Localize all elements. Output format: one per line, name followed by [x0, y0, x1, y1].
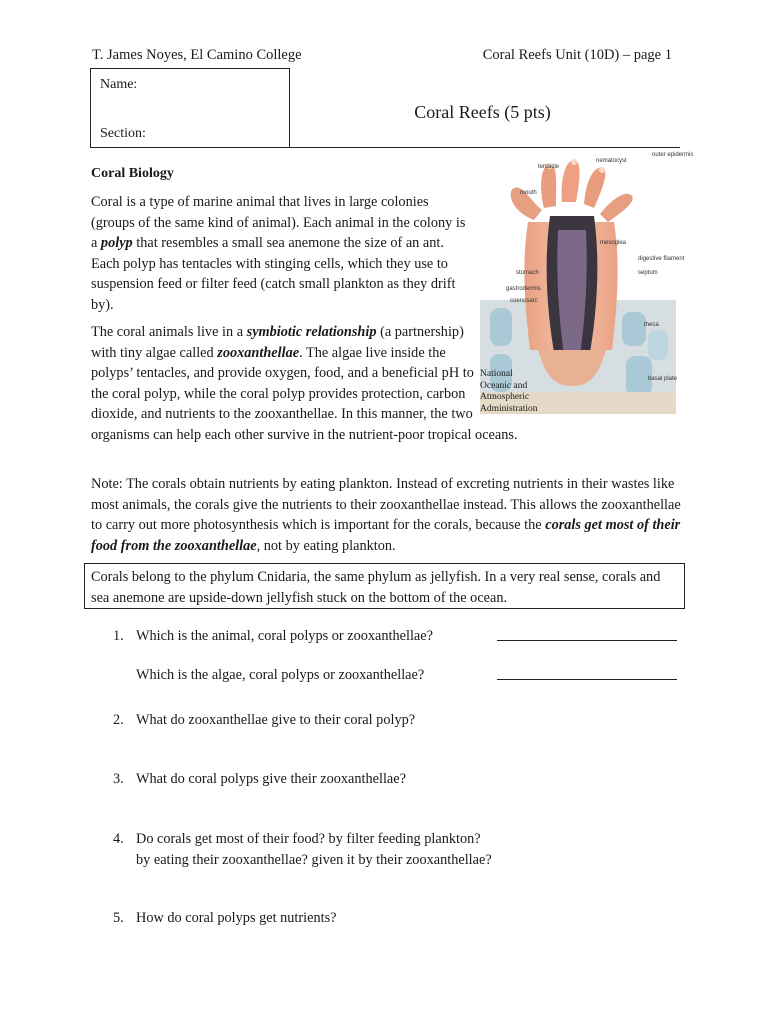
svg-text:digestive filament: digestive filament	[638, 256, 685, 262]
paragraph-coral-polyp: Coral is a type of marine animal that lives in large colonies (groups of the same kind of animal). Each animal in the colony is a polyp that resembles a small sea anemone the size of an ant. Each polyp has tentacles with stinging cells, which they use to suspension feed or filter feed (catch small plankton as they drift by).	[91, 194, 466, 313]
svg-text:mouth: mouth	[520, 190, 537, 196]
section-heading: Coral Biology	[91, 166, 174, 181]
question-4-number: 4.	[113, 831, 124, 847]
svg-text:tentacle: tentacle	[538, 164, 560, 170]
question-3-text: What do coral polyps give their zooxanthellae?	[136, 771, 406, 787]
name-label: Name:	[100, 77, 138, 92]
svg-text:mesoglea: mesoglea	[600, 240, 627, 246]
svg-text:stomach: stomach	[516, 270, 539, 276]
question-3-number: 3.	[113, 771, 124, 787]
question-1-number: 1.	[113, 628, 124, 644]
title-rule	[290, 147, 680, 148]
header-right: Coral Reefs Unit (10D) – page 1	[482, 47, 672, 63]
question-1-text: Which is the animal, coral polyps or zooxanthellae?	[136, 628, 433, 644]
svg-text:basal plate: basal plate	[648, 376, 678, 382]
cnidaria-callout: Corals belong to the phylum Cnidaria, the same phylum as jellyfish. In a very real sense, corals and sea anemone are upside-down jellyfish stuck on the bottom of the ocean.	[84, 563, 685, 609]
question-1b-text: Which is the algae, coral polyps or zooxanthellae?	[136, 667, 425, 683]
question-2-number: 2.	[113, 712, 124, 728]
question-5-text: How do coral polyps get nutrients?	[136, 910, 337, 926]
section-label: Section:	[100, 126, 146, 141]
question-5-number: 5.	[113, 910, 124, 926]
figure-credit: National Oceanic and Atmospheric Administration	[480, 369, 538, 414]
question-2-text: What do zooxanthellae give to their coral polyp?	[136, 712, 416, 728]
svg-text:coenosarc: coenosarc	[510, 298, 538, 304]
svg-text:outer epidermis: outer epidermis	[652, 152, 694, 158]
svg-text:nematocyst: nematocyst	[596, 158, 627, 164]
answer-blank-1b[interactable]	[497, 679, 677, 680]
svg-text:septum: septum	[638, 270, 658, 276]
paragraph-note: Note: The corals obtain nutrients by eating plankton. Instead of excreting nutrients in their wastes like most animals, the corals give the nutrients to their zooxanthellae instead. This allows the zooxanthellae to carry out more photosynthesis which is important for the corals, because the corals get most of their food from the zooxanthellae, not by eating plankton.	[91, 476, 681, 554]
page-title: Coral Reefs (5 pts)	[414, 102, 551, 122]
svg-text:gastrodermis: gastrodermis	[506, 286, 541, 292]
svg-text:theca: theca	[644, 322, 659, 328]
paragraph-symbiosis: The coral animals live in a symbiotic relationship (a partnership) with tiny algae called zooxanthellae. The algae live inside the polyps’ tentacles, and provide oxygen, food, and a beneficial pH to the coral polyp, while the coral polyp provides protection, carbon dioxide, and nutrients to the zooxanthellae. In this manner, the two organisms can help each other survive in the nutrient-poor tropical oceans.	[91, 322, 691, 446]
header-left: T. James Noyes, El Camino College	[92, 47, 302, 63]
question-4-text: Do corals get most of their food? by filter feeding plankton? by eating their zooxanthellae? given it by their zooxanthellae?	[136, 831, 492, 868]
answer-blank-1a[interactable]	[497, 640, 677, 641]
